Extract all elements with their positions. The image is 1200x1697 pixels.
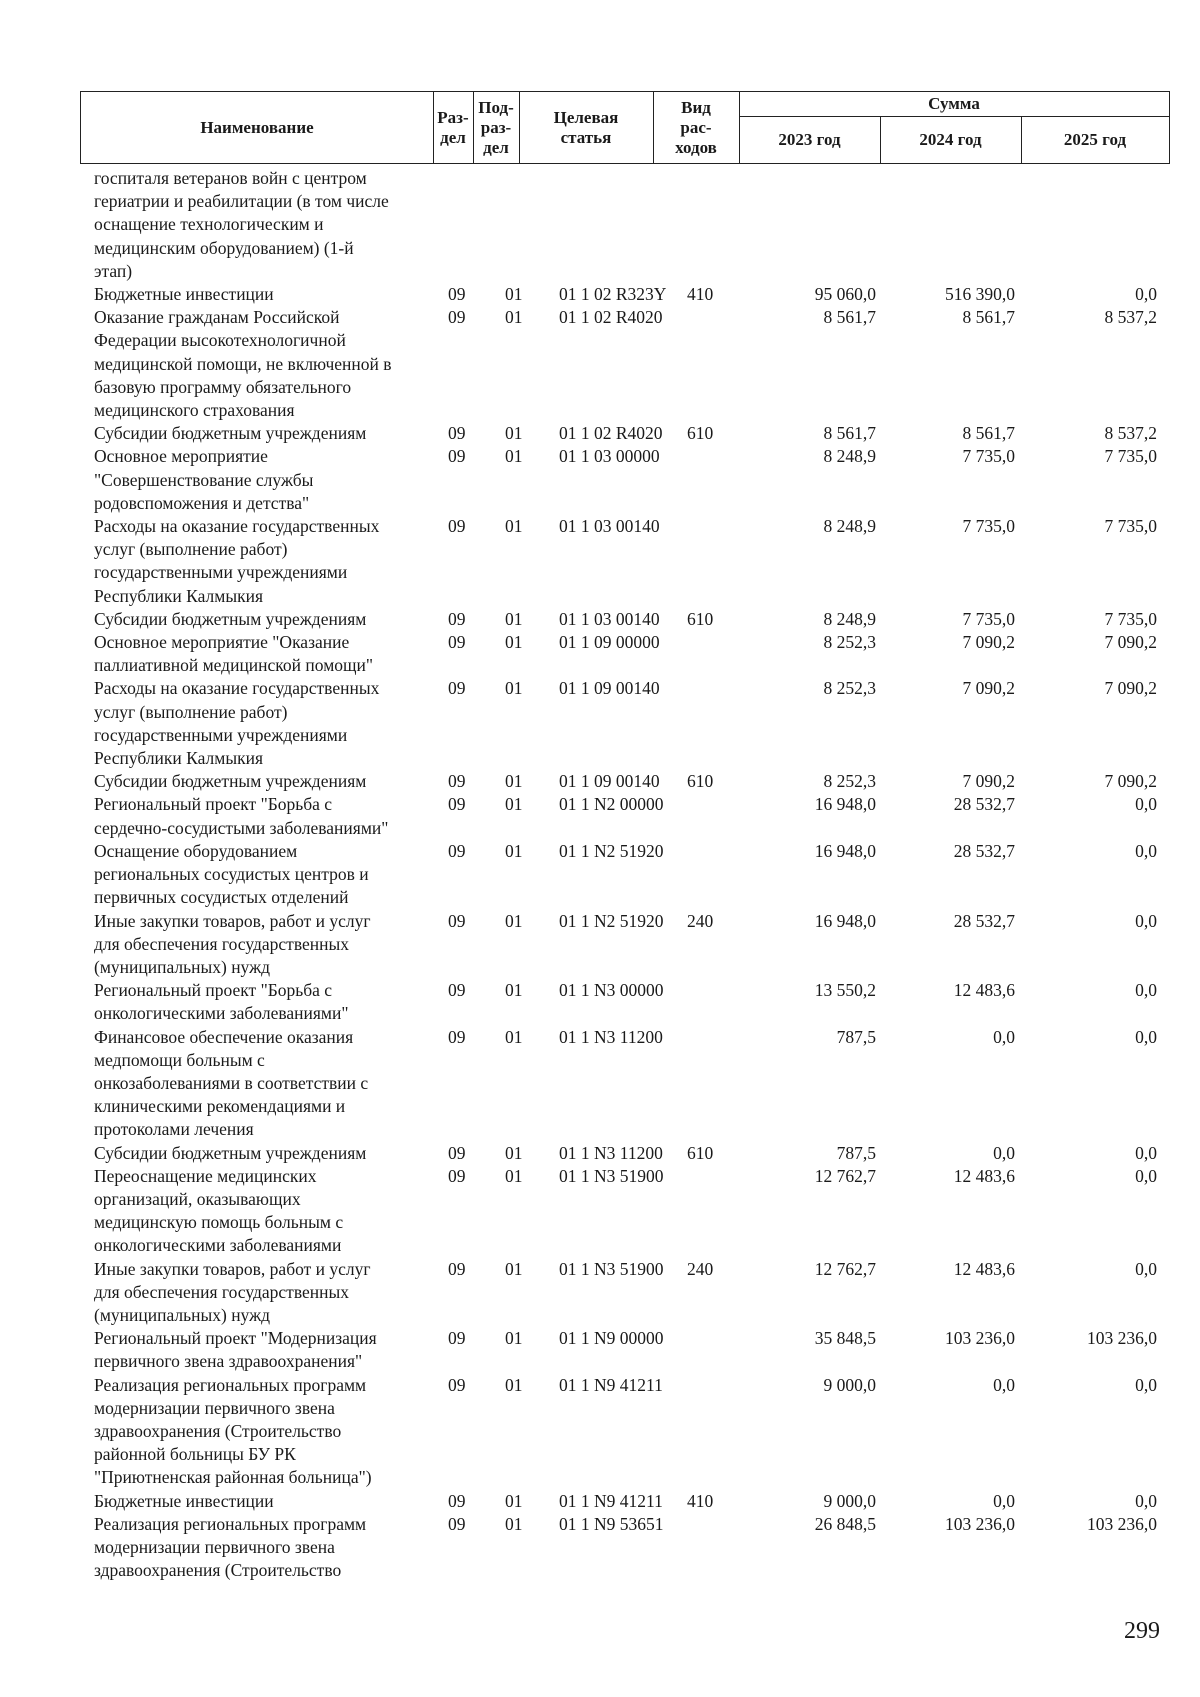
row-podrazdel: 01	[505, 678, 523, 699]
row-name: Региональный проект "Борьба с онкологическими заболеваниями"	[94, 980, 349, 1024]
table-row	[0, 1490, 1200, 1513]
table-row	[0, 608, 1200, 631]
table-row	[0, 422, 1200, 445]
row-podrazdel: 01	[505, 794, 523, 815]
row-target-article: 01 1 02 R323Y	[559, 284, 667, 305]
row-target-article: 01 1 N3 11200	[559, 1026, 663, 1047]
row-expense-type: 410	[687, 1490, 714, 1511]
row-amount-2025: 7 735,0	[1104, 608, 1157, 629]
row-amount-2025: 0,0	[1135, 910, 1157, 931]
row-expense-type: 240	[687, 910, 714, 931]
table-row	[0, 677, 1200, 770]
table-header	[80, 91, 1170, 164]
row-target-article: 01 1 02 R4020	[559, 423, 663, 444]
row-razdel: 09	[448, 1026, 466, 1047]
table-body	[0, 167, 1200, 1582]
table-row	[0, 1258, 1200, 1328]
row-target-article: 01 1 03 00140	[559, 608, 660, 629]
row-amount-2025: 0,0	[1135, 794, 1157, 815]
row-amount-2023: 12 762,7	[814, 1258, 876, 1279]
table-row	[0, 1327, 1200, 1373]
row-amount-2025: 0,0	[1135, 284, 1157, 305]
row-target-article: 01 1 N3 51900	[559, 1258, 664, 1279]
row-amount-2023: 35 848,5	[814, 1328, 876, 1349]
row-razdel: 09	[448, 1165, 466, 1186]
row-name: Региональный проект "Борьба с сердечно-сосудистыми заболеваниями"	[94, 794, 389, 838]
header-2024: 2024 год	[919, 129, 982, 149]
row-podrazdel: 01	[505, 1328, 523, 1349]
table-row	[0, 515, 1200, 608]
row-podrazdel: 01	[505, 910, 523, 931]
row-amount-2023: 16 948,0	[814, 840, 876, 861]
row-amount-2023: 95 060,0	[814, 284, 876, 305]
header-summa: Сумма	[928, 94, 980, 113]
row-expense-type: 610	[687, 423, 714, 444]
header-celevaya: Целевая статья	[553, 107, 619, 147]
row-razdel: 09	[448, 910, 466, 931]
row-name: Расходы на оказание государственных услуг (выполнение работ) государственными учреждениями Республики Калмыкия	[94, 678, 380, 769]
row-amount-2025: 7 735,0	[1104, 516, 1157, 537]
row-name: Переоснащение медицинских организаций, оказывающих медицинскую помощь больным с онкологическими заболеваниями	[94, 1165, 344, 1256]
row-amount-2025: 0,0	[1135, 980, 1157, 1001]
row-amount-2023: 8 248,9	[823, 446, 876, 467]
row-name: Основное мероприятие "Оказание паллиативной медицинской помощи"	[94, 632, 374, 676]
row-podrazdel: 01	[505, 1374, 523, 1395]
row-amount-2023: 787,5	[836, 1026, 876, 1047]
row-amount-2025: 7 735,0	[1104, 446, 1157, 467]
row-razdel: 09	[448, 423, 466, 444]
row-amount-2024: 28 532,7	[953, 794, 1015, 815]
header-2025: 2025 год	[1063, 129, 1127, 149]
table-row	[0, 283, 1200, 306]
row-razdel: 09	[448, 840, 466, 861]
row-name: Финансовое обеспечение оказания медпомощи больным с онкозаболеваниями в соответствии с клиническими рекомендациями и протоколами лечения	[94, 1026, 369, 1140]
row-name: Реализация региональных программ модернизации первичного звена здравоохранения (Строительство	[94, 1513, 367, 1581]
row-target-article: 01 1 09 00140	[559, 678, 660, 699]
table-row	[0, 770, 1200, 793]
row-razdel: 09	[448, 608, 466, 629]
row-target-article: 01 1 N2 51920	[559, 840, 664, 861]
row-amount-2023: 9 000,0	[823, 1374, 876, 1395]
row-razdel: 09	[448, 1490, 466, 1511]
row-razdel: 09	[448, 678, 466, 699]
row-amount-2023: 8 252,3	[823, 771, 876, 792]
row-name: Бюджетные инвестиции	[94, 1490, 274, 1511]
row-podrazdel: 01	[505, 980, 523, 1001]
header-podrazdel: Под- раз- дел	[478, 97, 514, 157]
header-2023: 2023 год	[778, 129, 841, 149]
row-amount-2024: 7 090,2	[962, 632, 1015, 653]
row-razdel: 09	[448, 1374, 466, 1395]
row-amount-2023: 8 561,7	[823, 423, 876, 444]
header-name: Наименование	[200, 117, 314, 137]
row-amount-2025: 7 090,2	[1104, 678, 1157, 699]
row-podrazdel: 01	[505, 1258, 523, 1279]
row-podrazdel: 01	[505, 1142, 523, 1163]
table-row	[0, 910, 1200, 980]
row-razdel: 09	[448, 1258, 466, 1279]
row-podrazdel: 01	[505, 1165, 523, 1186]
row-razdel: 09	[448, 1328, 466, 1349]
row-name: Оказание гражданам Российской Федерации высокотехнологичной медицинской помощи, не включенной в базовую программу обязательного медицинского страхования	[94, 307, 392, 421]
row-razdel: 09	[448, 516, 466, 537]
row-expense-type: 410	[687, 284, 714, 305]
row-target-article: 01 1 N9 41211	[559, 1490, 663, 1511]
row-razdel: 09	[448, 771, 466, 792]
row-amount-2024: 8 561,7	[962, 423, 1015, 444]
row-razdel: 09	[448, 632, 466, 653]
row-name: Расходы на оказание государственных услуг (выполнение работ) государственными учреждениями Республики Калмыкия	[94, 516, 380, 606]
table-row	[0, 167, 1200, 283]
row-target-article: 01 1 09 00000	[559, 632, 660, 653]
header-vid: Вид рас- ходов	[675, 97, 717, 157]
row-target-article: 01 1 02 R4020	[559, 307, 663, 328]
row-podrazdel: 01	[505, 1513, 523, 1534]
row-amount-2025: 103 236,0	[1087, 1328, 1157, 1349]
row-podrazdel: 01	[505, 1490, 523, 1511]
row-expense-type: 610	[687, 771, 714, 792]
row-amount-2024: 12 483,6	[953, 1165, 1015, 1186]
row-target-article: 01 1 N2 00000	[559, 794, 664, 815]
row-name: Основное мероприятие "Совершенствование службы родовспоможения и детства"	[94, 446, 314, 513]
row-amount-2024: 7 090,2	[962, 678, 1015, 699]
row-amount-2024: 28 532,7	[953, 910, 1015, 931]
row-target-article: 01 1 N3 00000	[559, 980, 664, 1001]
row-podrazdel: 01	[505, 284, 523, 305]
row-expense-type: 610	[687, 608, 714, 629]
table-row	[0, 1374, 1200, 1490]
row-amount-2024: 0,0	[993, 1026, 1015, 1047]
table-row	[0, 1142, 1200, 1165]
row-amount-2025: 0,0	[1135, 1026, 1157, 1047]
row-amount-2023: 8 561,7	[823, 307, 876, 328]
table-row	[0, 979, 1200, 1025]
row-razdel: 09	[448, 980, 466, 1001]
row-razdel: 09	[448, 1142, 466, 1163]
row-razdel: 09	[448, 794, 466, 815]
row-amount-2024: 7 090,2	[962, 771, 1015, 792]
row-amount-2024: 0,0	[993, 1490, 1015, 1511]
row-amount-2023: 8 248,9	[823, 516, 876, 537]
row-amount-2024: 103 236,0	[945, 1513, 1015, 1534]
row-expense-type: 240	[687, 1258, 714, 1279]
row-amount-2024: 12 483,6	[953, 980, 1015, 1001]
row-amount-2023: 787,5	[836, 1142, 876, 1163]
row-amount-2023: 26 848,5	[814, 1513, 876, 1534]
page-number: 299	[1124, 1618, 1160, 1644]
row-name: Реализация региональных программ модернизации первичного звена здравоохранения (Строительство районной больницы БУ РК "Приютненская районная больница")	[94, 1374, 372, 1488]
row-amount-2024: 516 390,0	[945, 284, 1015, 305]
row-amount-2024: 28 532,7	[953, 840, 1015, 861]
row-amount-2024: 7 735,0	[962, 516, 1015, 537]
table-row	[0, 631, 1200, 677]
row-podrazdel: 01	[505, 446, 523, 467]
row-amount-2024: 0,0	[993, 1142, 1015, 1163]
table-row	[0, 1165, 1200, 1258]
row-amount-2023: 16 948,0	[814, 794, 876, 815]
row-podrazdel: 01	[505, 1026, 523, 1047]
row-target-article: 01 1 N3 51900	[559, 1165, 664, 1186]
row-amount-2025: 103 236,0	[1087, 1513, 1157, 1534]
row-name: Региональный проект "Модернизация первичного звена здравоохранения"	[94, 1328, 377, 1372]
row-amount-2023: 8 252,3	[823, 632, 876, 653]
row-target-article: 01 1 N9 53651	[559, 1513, 664, 1534]
row-amount-2024: 7 735,0	[962, 608, 1015, 629]
table-row	[0, 1513, 1200, 1583]
row-amount-2025: 0,0	[1135, 1490, 1157, 1511]
row-target-article: 01 1 N2 51920	[559, 910, 664, 931]
row-target-article: 01 1 09 00140	[559, 771, 660, 792]
row-target-article: 01 1 N3 11200	[559, 1142, 663, 1163]
row-razdel: 09	[448, 1513, 466, 1534]
table-row	[0, 306, 1200, 422]
row-podrazdel: 01	[505, 632, 523, 653]
row-podrazdel: 01	[505, 608, 523, 629]
row-amount-2025: 0,0	[1135, 1374, 1157, 1395]
row-razdel: 09	[448, 307, 466, 328]
row-amount-2023: 12 762,7	[814, 1165, 876, 1186]
row-amount-2025: 0,0	[1135, 1165, 1157, 1186]
row-amount-2025: 0,0	[1135, 1142, 1157, 1163]
row-podrazdel: 01	[505, 307, 523, 328]
row-amount-2025: 7 090,2	[1104, 632, 1157, 653]
row-target-article: 01 1 N9 41211	[559, 1374, 663, 1395]
row-amount-2024: 103 236,0	[945, 1328, 1015, 1349]
row-name: Субсидии бюджетным учреждениям	[94, 423, 367, 444]
row-amount-2025: 7 090,2	[1104, 771, 1157, 792]
row-amount-2025: 0,0	[1135, 840, 1157, 861]
row-name: Иные закупки товаров, работ и услуг для обеспечения государственных (муниципальных) нужд	[94, 910, 371, 977]
row-amount-2024: 8 561,7	[962, 307, 1015, 328]
row-razdel: 09	[448, 446, 466, 467]
row-amount-2024: 7 735,0	[962, 446, 1015, 467]
table-row	[0, 840, 1200, 910]
row-amount-2023: 9 000,0	[823, 1490, 876, 1511]
row-name: Субсидии бюджетным учреждениям	[94, 771, 367, 792]
row-name: Субсидии бюджетным учреждениям	[94, 608, 367, 629]
row-name: Иные закупки товаров, работ и услуг для обеспечения государственных (муниципальных) нужд	[94, 1258, 371, 1325]
row-amount-2023: 16 948,0	[814, 910, 876, 931]
row-amount-2023: 13 550,2	[814, 980, 876, 1001]
header-razdel: Раз- дел	[437, 107, 469, 147]
row-podrazdel: 01	[505, 516, 523, 537]
row-target-article: 01 1 N9 00000	[559, 1328, 664, 1349]
row-target-article: 01 1 03 00000	[559, 446, 660, 467]
row-amount-2024: 12 483,6	[953, 1258, 1015, 1279]
row-name: Оснащение оборудованием региональных сосудистых центров и первичных сосудистых отделений	[94, 840, 369, 908]
row-amount-2023: 8 252,3	[823, 678, 876, 699]
table-row	[0, 1026, 1200, 1142]
row-amount-2025: 8 537,2	[1104, 423, 1157, 444]
table-row	[0, 793, 1200, 839]
row-amount-2025: 8 537,2	[1104, 307, 1157, 328]
row-target-article: 01 1 03 00140	[559, 516, 660, 537]
row-name: госпиталя ветеранов войн с центром гериатрии и реабилитации (в том числе оснащение технологическим и медицинским оборудованием) (1-й этап)	[94, 168, 389, 281]
row-amount-2023: 8 248,9	[823, 608, 876, 629]
row-razdel: 09	[448, 284, 466, 305]
table-row	[0, 445, 1200, 515]
row-name: Бюджетные инвестиции	[94, 284, 274, 305]
row-podrazdel: 01	[505, 840, 523, 861]
row-podrazdel: 01	[505, 771, 523, 792]
row-name: Субсидии бюджетным учреждениям	[94, 1142, 367, 1163]
row-amount-2024: 0,0	[993, 1374, 1015, 1395]
row-expense-type: 610	[687, 1142, 714, 1163]
row-amount-2025: 0,0	[1135, 1258, 1157, 1279]
row-podrazdel: 01	[505, 423, 523, 444]
